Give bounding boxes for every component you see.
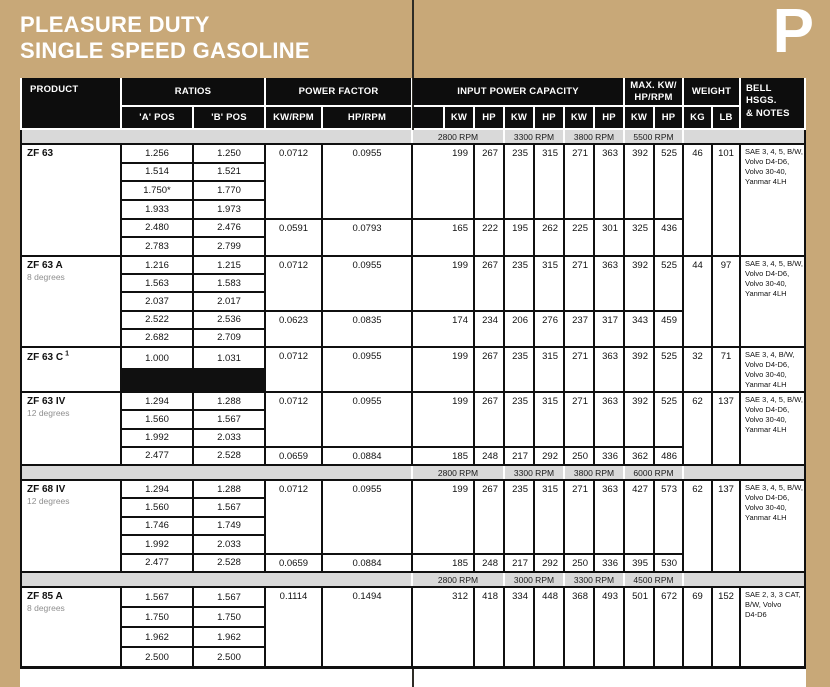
ratio-b-cell: 1.288 bbox=[194, 481, 264, 497]
col-header-power-factor: POWER FACTOR bbox=[266, 78, 411, 105]
product-cell bbox=[22, 481, 120, 571]
input-power-cell: 315 bbox=[535, 348, 563, 391]
right-margin bbox=[806, 78, 830, 687]
power-factor-hp-cell: 0.1494 bbox=[323, 588, 411, 666]
input-power-cell: 271 bbox=[565, 145, 593, 218]
rpm-band-cell: 4500 RPM bbox=[625, 573, 682, 586]
rpm-band-cell: 3300 RPM bbox=[505, 130, 563, 143]
power-factor-kw-cell: 0.0659 bbox=[266, 448, 321, 464]
input-power-cell: 392 bbox=[625, 257, 653, 310]
power-factor-hp-cell: 0.0955 bbox=[323, 257, 411, 310]
rpm-band-spacer bbox=[684, 466, 804, 479]
power-factor-hp-cell: 0.0955 bbox=[323, 145, 411, 218]
product-footnote-marker: 1 bbox=[63, 351, 69, 358]
col-header-bell-housings bbox=[741, 78, 804, 128]
col-header-kw-rpm: KW/RPM bbox=[266, 107, 321, 128]
product-cell bbox=[22, 348, 120, 391]
ratio-b-cell: 1.973 bbox=[194, 201, 264, 218]
notes-line: SAE 3, 4, B/W, bbox=[745, 350, 795, 359]
rpm-band-cell: 3800 RPM bbox=[565, 130, 623, 143]
ratio-a-cell: 1.560 bbox=[122, 411, 192, 427]
weight-kg-cell: 62 bbox=[684, 481, 711, 571]
input-power-cell: 363 bbox=[595, 348, 623, 391]
input-power-cell: 672 bbox=[655, 588, 682, 666]
weight-lb-cell: 97 bbox=[713, 257, 739, 346]
col-header-a-pos: 'A' POS bbox=[122, 107, 192, 128]
notes-line: Volvo D4-D6, bbox=[745, 360, 790, 370]
product-angle-note: 8 degrees bbox=[27, 603, 65, 613]
input-power-cell: 418 bbox=[475, 588, 503, 666]
input-power-cell: 271 bbox=[565, 393, 593, 446]
ratio-a-cell: 1.563 bbox=[122, 275, 192, 291]
input-power-cell: 363 bbox=[595, 257, 623, 310]
rpm-band bbox=[22, 130, 804, 143]
product-section bbox=[22, 481, 804, 571]
input-power-cell: 267 bbox=[475, 481, 503, 553]
power-factor-kw-cell: 0.0712 bbox=[266, 145, 321, 218]
input-power-cell: 395 bbox=[625, 555, 653, 571]
power-factor-hp-cell: 0.0955 bbox=[323, 481, 411, 553]
rpm-band-spacer bbox=[22, 466, 411, 479]
input-power-cell: 525 bbox=[655, 257, 682, 310]
rpm-band-cell: 3000 RPM bbox=[505, 573, 563, 586]
ratio-a-cell: 2.477 bbox=[122, 448, 192, 464]
input-power-cell: 336 bbox=[595, 448, 623, 464]
col-header-max-kw bbox=[625, 78, 682, 105]
product-section bbox=[22, 257, 804, 346]
weight-lb-cell: 137 bbox=[713, 393, 739, 464]
col-header-weight: WEIGHT bbox=[684, 78, 739, 105]
input-power-cell: 267 bbox=[475, 393, 503, 446]
ratio-a-cell: 2.480 bbox=[122, 220, 192, 237]
ratio-a-cell: 1.256 bbox=[122, 145, 192, 162]
weight-lb-cell: 101 bbox=[713, 145, 739, 255]
power-factor-kw-cell: 0.0591 bbox=[266, 220, 321, 255]
notes-line: SAE 2, 3, 3 CAT, bbox=[745, 590, 801, 599]
col-header-b-pos: 'B' POS bbox=[194, 107, 264, 128]
bell-line1: BELL HSGS. bbox=[746, 83, 777, 107]
input-power-cell: 217 bbox=[505, 555, 533, 571]
ratio-b-cell: 1.567 bbox=[194, 588, 264, 606]
input-power-cell: 315 bbox=[535, 393, 563, 446]
ratio-a-cell: 2.500 bbox=[122, 648, 192, 666]
input-power-cell: 525 bbox=[655, 348, 682, 391]
ratio-b-cell: 2.528 bbox=[194, 448, 264, 464]
rpm-band-cell: 3300 RPM bbox=[565, 573, 623, 586]
input-power-cell: 271 bbox=[565, 348, 593, 391]
input-power-cell: 501 bbox=[625, 588, 653, 666]
ratio-b-cell: 1.521 bbox=[194, 164, 264, 181]
product-name: ZF 63 C $^1$ bbox=[27, 351, 69, 364]
rpm-band-cell: 5500 RPM bbox=[625, 130, 682, 143]
input-power-cell: 448 bbox=[535, 588, 563, 666]
input-power-cell: 235 bbox=[505, 145, 533, 218]
input-power-cell: 195 bbox=[505, 220, 533, 255]
product-name: ZF 63 IV bbox=[27, 396, 66, 407]
notes-line: Volvo D4-D6, bbox=[745, 157, 790, 167]
rpm-band-cell: 3300 RPM bbox=[505, 466, 563, 479]
input-power-cell: 392 bbox=[625, 393, 653, 446]
col-header-kw-3: KW bbox=[565, 107, 593, 128]
ratio-b-cell: 2.500 bbox=[194, 648, 264, 666]
ratio-b-cell: 1.031 bbox=[194, 348, 264, 368]
product-name: ZF 63 bbox=[27, 148, 54, 159]
power-factor-hp-cell: 0.0955 bbox=[323, 393, 411, 446]
spec-table bbox=[20, 78, 806, 669]
col-header-spacer bbox=[413, 107, 443, 128]
table-body bbox=[20, 130, 806, 669]
ratio-a-cell: 1.962 bbox=[122, 628, 192, 646]
product-section bbox=[22, 348, 804, 391]
ratio-a-cell: 1.933 bbox=[122, 201, 192, 218]
input-power-cell: 199 bbox=[413, 393, 473, 446]
input-power-cell: 343 bbox=[625, 312, 653, 346]
notes-line: Volvo 30-40, bbox=[745, 279, 787, 289]
input-power-cell: 301 bbox=[595, 220, 623, 255]
ratio-a-cell: 2.682 bbox=[122, 330, 192, 346]
input-power-cell: 325 bbox=[625, 220, 653, 255]
input-power-cell: 315 bbox=[535, 257, 563, 310]
ratio-a-cell: 2.477 bbox=[122, 555, 192, 571]
notes-line: SAE 3, 4, 5, B/W, bbox=[745, 395, 803, 404]
col-header-ratios: RATIOS bbox=[122, 78, 264, 105]
input-power-cell: 199 bbox=[413, 145, 473, 218]
ratio-b-cell: 2.536 bbox=[194, 312, 264, 328]
notes-line: Yanmar 4LH bbox=[745, 513, 787, 523]
ratio-b-cell: 1.567 bbox=[194, 499, 264, 515]
input-power-cell: 336 bbox=[595, 555, 623, 571]
power-factor-kw-cell: 0.0712 bbox=[266, 481, 321, 553]
ratio-b-cell: 2.476 bbox=[194, 220, 264, 237]
weight-lb-cell: 71 bbox=[713, 348, 739, 391]
product-angle-note: 12 degrees bbox=[27, 408, 70, 418]
input-power-cell: 530 bbox=[655, 555, 682, 571]
input-power-cell: 206 bbox=[505, 312, 533, 346]
notes-line: Yanmar 4LH bbox=[745, 380, 787, 390]
col-header-product: PRODUCT bbox=[22, 78, 120, 128]
power-factor-kw-cell: 0.0712 bbox=[266, 257, 321, 310]
power-factor-hp-cell: 0.0835 bbox=[323, 312, 411, 346]
notes-line: Volvo 30-40, bbox=[745, 415, 787, 425]
notes-line: Yanmar 4LH bbox=[745, 177, 787, 187]
bell-line2: & NOTES bbox=[746, 107, 790, 119]
input-power-cell: 271 bbox=[565, 481, 593, 553]
input-power-cell: 312 bbox=[413, 588, 473, 666]
weight-kg-cell: 32 bbox=[684, 348, 711, 391]
ratio-a-cell: 1.750* bbox=[122, 182, 192, 199]
table-header bbox=[20, 78, 806, 128]
rpm-band-cell: 2800 RPM bbox=[413, 466, 503, 479]
col-header-hp-rpm: HP/RPM bbox=[323, 107, 411, 128]
input-power-cell: 363 bbox=[595, 145, 623, 218]
rpm-band-spacer bbox=[22, 130, 411, 143]
col-header-hp-2: HP bbox=[535, 107, 563, 128]
product-angle-note: 8 degrees bbox=[27, 272, 65, 282]
product-section bbox=[22, 588, 804, 666]
ratio-a-cell: 1.567 bbox=[122, 588, 192, 606]
input-power-cell: 217 bbox=[505, 448, 533, 464]
notes-line: SAE 3, 4, 5, B/W, bbox=[745, 483, 803, 492]
ratio-b-cell: 1.250 bbox=[194, 145, 264, 162]
col-header-hp-1: HP bbox=[475, 107, 503, 128]
input-power-cell: 174 bbox=[413, 312, 473, 346]
input-power-cell: 315 bbox=[535, 481, 563, 553]
product-section bbox=[22, 393, 804, 464]
power-factor-kw-cell: 0.0659 bbox=[266, 555, 321, 571]
power-factor-hp-cell: 0.0884 bbox=[323, 555, 411, 571]
product-name: ZF 85 A bbox=[27, 591, 63, 602]
weight-lb-cell: 137 bbox=[713, 481, 739, 571]
ratio-b-cell: 1.567 bbox=[194, 411, 264, 427]
input-power-cell: 459 bbox=[655, 312, 682, 346]
input-power-cell: 199 bbox=[413, 481, 473, 553]
notes-line: Volvo 30-40, bbox=[745, 167, 787, 177]
input-power-cell: 225 bbox=[565, 220, 593, 255]
ratio-b-cell: 2.799 bbox=[194, 238, 264, 255]
notes-line: D4-D6 bbox=[745, 610, 767, 620]
input-power-cell: 363 bbox=[595, 393, 623, 446]
product-name: ZF 68 IV bbox=[27, 484, 66, 495]
input-power-cell: 250 bbox=[565, 555, 593, 571]
notes-line: B/W, Volvo bbox=[745, 600, 782, 610]
input-power-cell: 427 bbox=[625, 481, 653, 553]
rpm-band bbox=[22, 573, 804, 586]
ratio-a-cell: 1.294 bbox=[122, 393, 192, 409]
input-power-cell: 234 bbox=[475, 312, 503, 346]
input-power-cell: 237 bbox=[565, 312, 593, 346]
ratio-a-cell: 2.037 bbox=[122, 293, 192, 309]
rpm-band-cell: 2800 RPM bbox=[413, 130, 503, 143]
input-power-cell: 185 bbox=[413, 555, 473, 571]
rpm-band-spacer bbox=[22, 573, 411, 586]
input-power-cell: 248 bbox=[475, 555, 503, 571]
ratio-b-cell: 2.033 bbox=[194, 430, 264, 446]
weight-kg-cell: 69 bbox=[684, 588, 711, 666]
power-factor-hp-cell: 0.0884 bbox=[323, 448, 411, 464]
section-tab-letter: P bbox=[772, 0, 814, 66]
input-power-cell: 317 bbox=[595, 312, 623, 346]
page-title-line1: PLEASURE DUTY bbox=[20, 12, 210, 37]
input-power-cell: 363 bbox=[595, 481, 623, 553]
ratio-a-cell: 2.522 bbox=[122, 312, 192, 328]
notes-line: Volvo D4-D6, bbox=[745, 493, 790, 503]
col-header-kw-max: KW bbox=[625, 107, 653, 128]
col-header-lb: LB bbox=[713, 107, 739, 128]
ratio-b-cell: 2.528 bbox=[194, 555, 264, 571]
ratio-a-cell: 1.992 bbox=[122, 536, 192, 552]
product-cell bbox=[22, 393, 120, 464]
ratio-a-cell: 2.783 bbox=[122, 238, 192, 255]
input-power-cell: 185 bbox=[413, 448, 473, 464]
input-power-cell: 235 bbox=[505, 257, 533, 310]
ratio-b-cell: 1.750 bbox=[194, 608, 264, 626]
ratio-a-cell: 1.514 bbox=[122, 164, 192, 181]
ratio-b-cell: 1.770 bbox=[194, 182, 264, 199]
col-header-kg: KG bbox=[684, 107, 711, 128]
input-power-cell: 250 bbox=[565, 448, 593, 464]
ratio-b-cell: 2.709 bbox=[194, 330, 264, 346]
col-header-hp-3: HP bbox=[595, 107, 623, 128]
input-power-cell: 334 bbox=[505, 588, 533, 666]
weight-kg-cell: 62 bbox=[684, 393, 711, 464]
weight-kg-cell: 46 bbox=[684, 145, 711, 255]
power-factor-kw-cell: 0.0623 bbox=[266, 312, 321, 346]
power-factor-hp-cell: 0.0955 bbox=[323, 348, 411, 391]
ratio-a-cell: 1.294 bbox=[122, 481, 192, 497]
input-power-cell: 222 bbox=[475, 220, 503, 255]
input-power-cell: 486 bbox=[655, 448, 682, 464]
notes-line: SAE 3, 4, 5, B/W, bbox=[745, 147, 803, 156]
rpm-band-cell: 3800 RPM bbox=[565, 466, 623, 479]
input-power-cell: 267 bbox=[475, 145, 503, 218]
ratio-a-cell: 1.746 bbox=[122, 518, 192, 534]
input-power-cell: 525 bbox=[655, 145, 682, 218]
notes-line: Volvo D4-D6, bbox=[745, 269, 790, 279]
notes-cell bbox=[741, 257, 804, 346]
product-cell bbox=[22, 257, 120, 346]
rpm-band-cell: 6000 RPM bbox=[625, 466, 682, 479]
input-power-cell: 392 bbox=[625, 145, 653, 218]
notes-line: SAE 3, 4, 5, B/W, bbox=[745, 259, 803, 268]
input-power-cell: 276 bbox=[535, 312, 563, 346]
input-power-cell: 292 bbox=[535, 448, 563, 464]
product-cell bbox=[22, 588, 120, 666]
input-power-cell: 525 bbox=[655, 393, 682, 446]
input-power-cell: 199 bbox=[413, 257, 473, 310]
input-power-cell: 362 bbox=[625, 448, 653, 464]
notes-cell bbox=[741, 145, 804, 255]
notes-line: Yanmar 4LH bbox=[745, 425, 787, 435]
power-factor-hp-cell: 0.0793 bbox=[323, 220, 411, 255]
input-power-cell: 368 bbox=[565, 588, 593, 666]
ratio-b-cell: 1.288 bbox=[194, 393, 264, 409]
weight-lb-cell: 152 bbox=[713, 588, 739, 666]
input-power-cell: 292 bbox=[535, 555, 563, 571]
notes-line: Volvo D4-D6, bbox=[745, 405, 790, 415]
product-section bbox=[22, 145, 804, 255]
input-power-cell: 267 bbox=[475, 348, 503, 391]
col-header-input-power: INPUT POWER CAPACITY bbox=[413, 78, 623, 105]
notes-cell bbox=[741, 588, 804, 666]
input-power-cell: 392 bbox=[625, 348, 653, 391]
input-power-cell: 315 bbox=[535, 145, 563, 218]
input-power-cell: 235 bbox=[505, 393, 533, 446]
input-power-cell: 436 bbox=[655, 220, 682, 255]
col-header-hp-max: HP bbox=[655, 107, 682, 128]
page-title-line2: SINGLE SPEED GASOLINE bbox=[20, 37, 310, 63]
ratio-a-cell: 1.000 bbox=[122, 348, 192, 368]
ratio-a-cell: 1.750 bbox=[122, 608, 192, 626]
max-kw-line1: MAX. KW/ bbox=[630, 80, 677, 92]
col-header-kw-1: KW bbox=[445, 107, 473, 128]
product-name: ZF 63 A bbox=[27, 260, 63, 271]
input-power-cell: 235 bbox=[505, 481, 533, 553]
rpm-band-spacer bbox=[684, 573, 804, 586]
product-angle-note: 12 degrees bbox=[27, 496, 70, 506]
max-kw-line2: HP/RPM bbox=[634, 91, 673, 103]
ratio-a-cell: 1.216 bbox=[122, 257, 192, 273]
input-power-cell: 271 bbox=[565, 257, 593, 310]
weight-kg-cell: 44 bbox=[684, 257, 711, 346]
col-header-kw-2: KW bbox=[505, 107, 533, 128]
notes-line: Yanmar 4LH bbox=[745, 289, 787, 299]
power-factor-kw-cell: 0.1114 bbox=[266, 588, 321, 666]
ratio-a-cell: 1.992 bbox=[122, 430, 192, 446]
input-power-cell: 267 bbox=[475, 257, 503, 310]
ratio-b-cell: 2.017 bbox=[194, 293, 264, 309]
notes-cell bbox=[741, 481, 804, 571]
page-title bbox=[20, 12, 310, 63]
input-power-cell: 235 bbox=[505, 348, 533, 391]
rpm-band-spacer bbox=[684, 130, 804, 143]
input-power-cell: 493 bbox=[595, 588, 623, 666]
ratio-b-cell: 1.583 bbox=[194, 275, 264, 291]
notes-cell bbox=[741, 348, 804, 391]
ratio-b-cell: 1.962 bbox=[194, 628, 264, 646]
ratio-b-cell: 2.033 bbox=[194, 536, 264, 552]
input-power-cell: 262 bbox=[535, 220, 563, 255]
rpm-band-cell: 2800 RPM bbox=[413, 573, 503, 586]
notes-cell bbox=[741, 393, 804, 464]
power-factor-kw-cell: 0.0712 bbox=[266, 348, 321, 391]
ratio-a-cell: 1.560 bbox=[122, 499, 192, 515]
input-power-cell: 248 bbox=[475, 448, 503, 464]
ratio-b-cell: 1.215 bbox=[194, 257, 264, 273]
input-power-cell: 199 bbox=[413, 348, 473, 391]
input-power-cell: 165 bbox=[413, 220, 473, 255]
notes-line: Volvo 30-40, bbox=[745, 370, 787, 380]
input-power-cell: 573 bbox=[655, 481, 682, 553]
ratio-b-cell: 1.749 bbox=[194, 518, 264, 534]
left-margin bbox=[0, 78, 20, 687]
product-cell bbox=[22, 145, 120, 255]
notes-line: Volvo 30-40, bbox=[745, 503, 787, 513]
power-factor-kw-cell: 0.0712 bbox=[266, 393, 321, 446]
rpm-band bbox=[22, 466, 804, 479]
